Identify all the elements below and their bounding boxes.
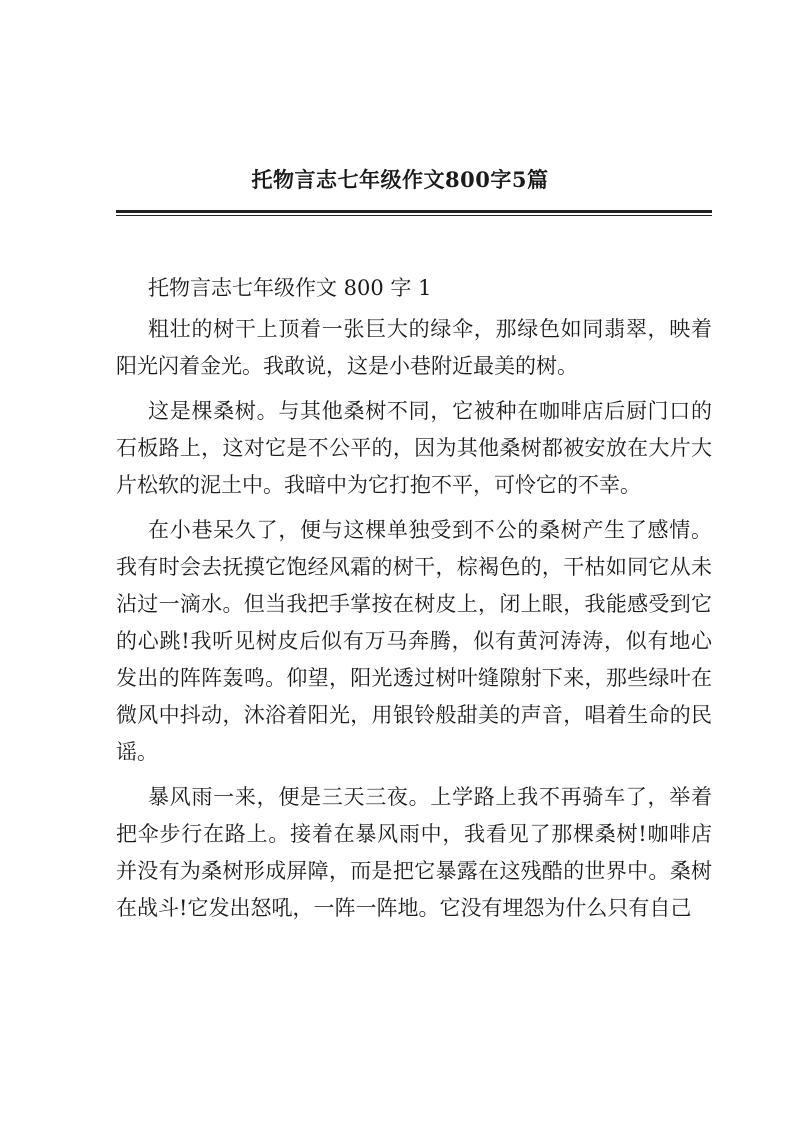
title-divider-thick	[116, 210, 712, 213]
title-divider-thin	[116, 215, 712, 216]
page-title: 托物言志七年级作文800字5篇	[251, 167, 549, 192]
paragraph: 粗壮的树干上顶着一张巨大的绿伞，那绿色如同翡翠，映着阳光闪着金光。我敢说，这是小巷附近最美的树。	[116, 317, 712, 378]
document-body	[116, 270, 712, 935]
essay-heading: 托物言志七年级作文 800 字 1	[148, 276, 432, 300]
paragraph: 暴风雨一来，便是三天三夜。上学路上我不再骑车了，举着把伞步行在路上。接着在暴风雨中，我看见了那棵桑树!咖啡店并没有为桑树形成屏障，而是把它暴露在这残酷的世界中。桑树在战斗!它发出怒吼，一阵一阵地。它没有埋怨为什么只有自己	[116, 785, 712, 920]
paragraph: 在小巷呆久了，便与这棵单独受到不公的桑树产生了感情。我有时会去抚摸它饱经风霜的树干，棕褐色的，干枯如同它从未沾过一滴水。但当我把手掌按在树皮上，闭上眼，我能感受到它的心跳!我听见树皮后似有万马奔腾，似有黄河涛涛，似有地心发出的阵阵轰鸣。仰望，阳光透过树叶缝隙射下来，那些绿叶在微风中抖动，沐浴着阳光，用银铃般甜美的声音，唱着生命的民谣。	[116, 518, 712, 764]
paragraph: 这是棵桑树。与其他桑树不同，它被种在咖啡店后厨门口的石板路上，这对它是不公平的，因为其他桑树都被安放在大片大片松软的泥土中。我暗中为它打抱不平，可怜它的不幸。	[116, 399, 712, 497]
